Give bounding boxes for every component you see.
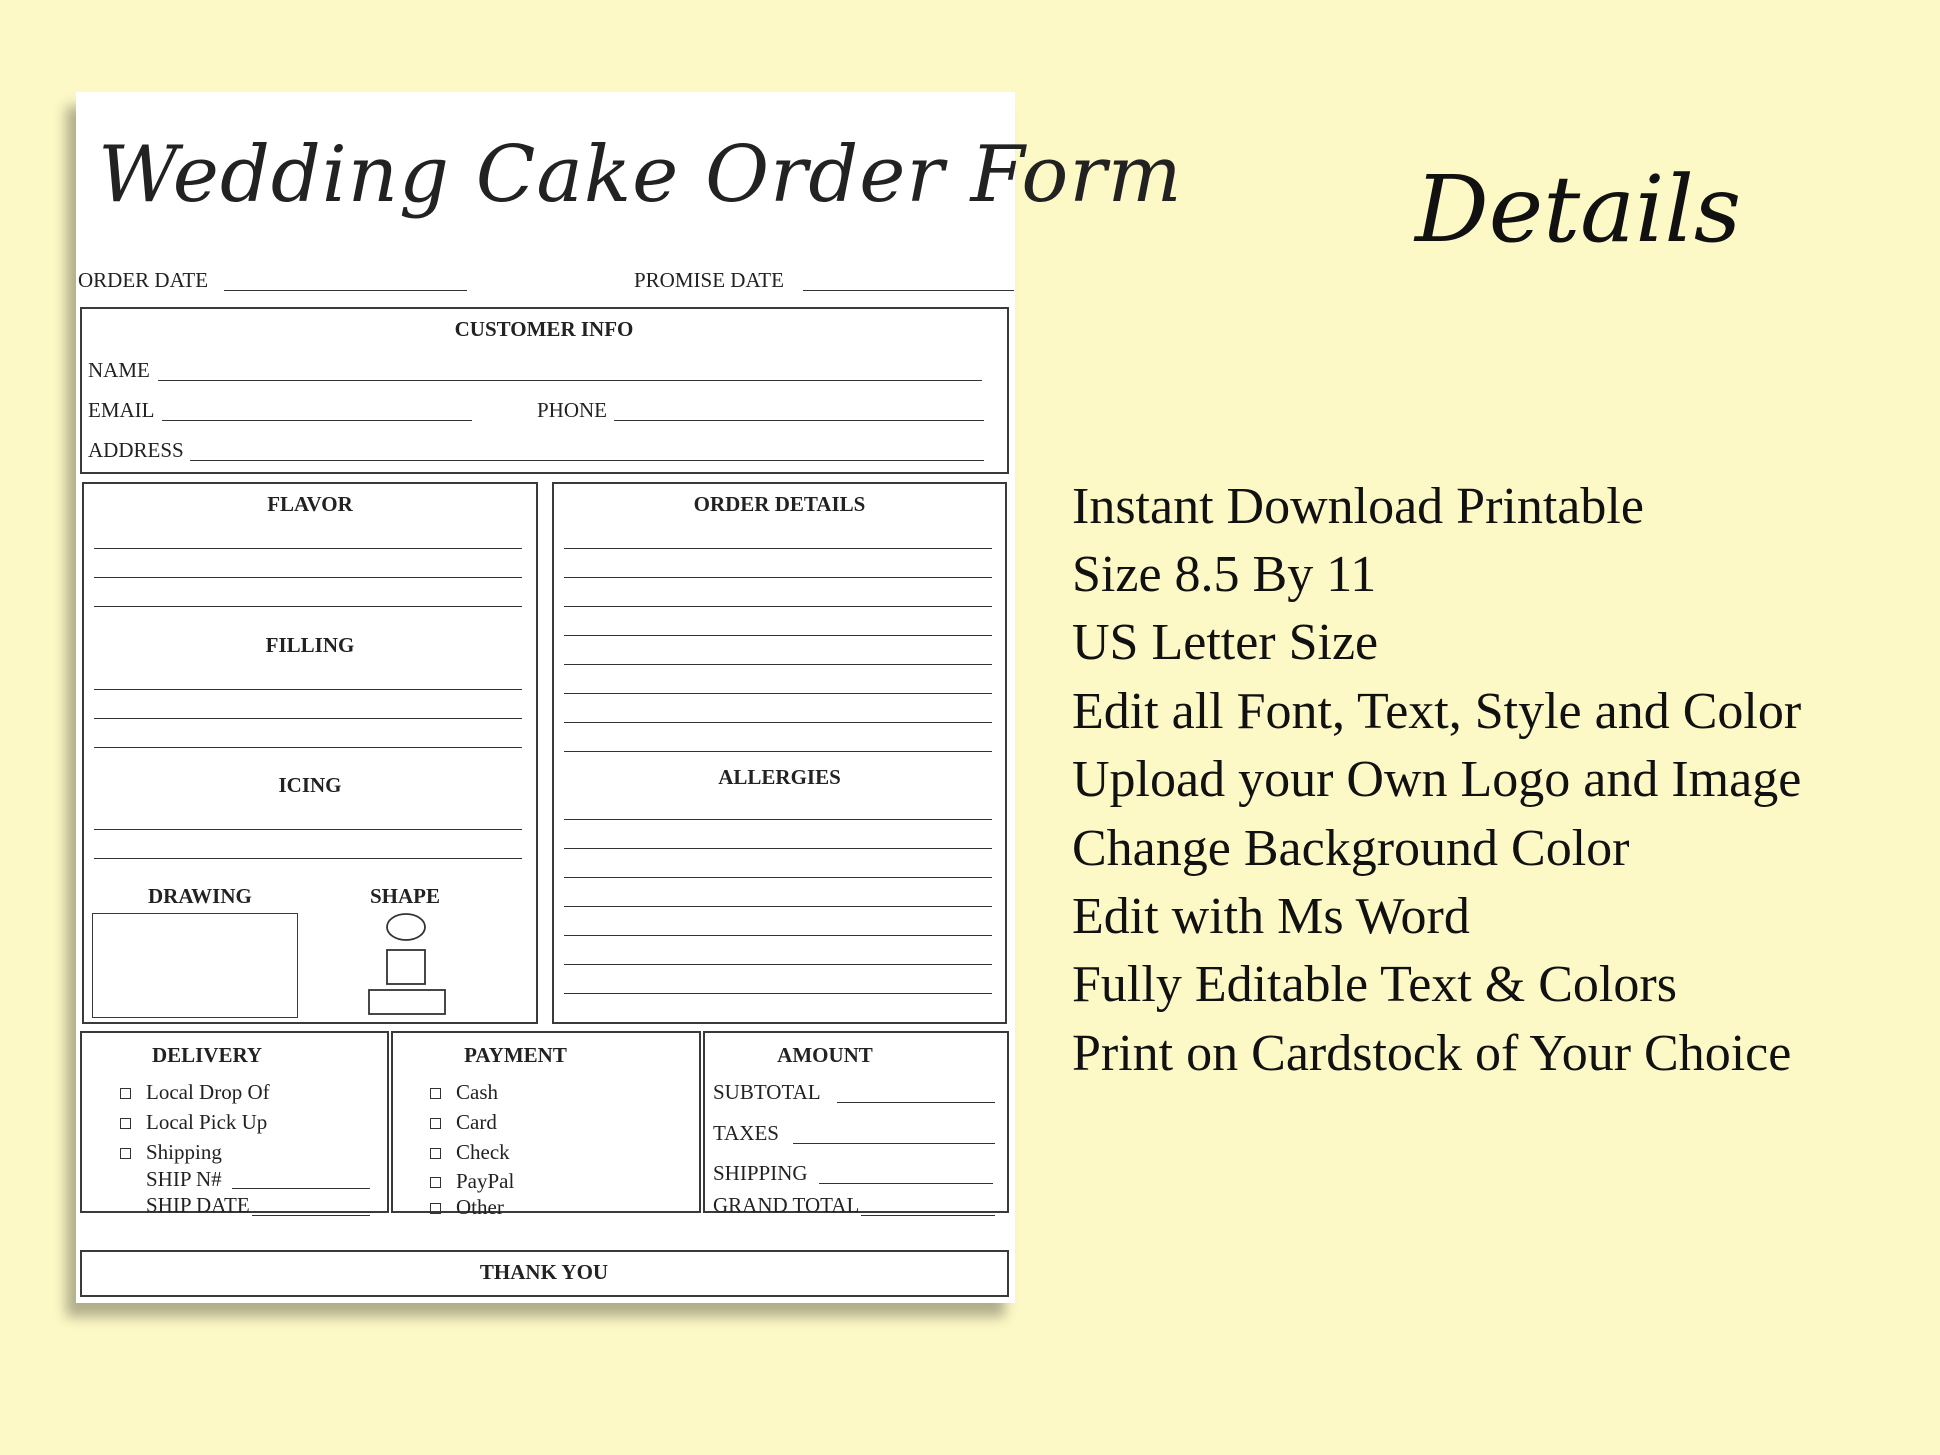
order-details-line bbox=[564, 635, 992, 636]
payment-option: Check bbox=[456, 1140, 510, 1164]
allergies-line bbox=[564, 964, 992, 965]
icing-line bbox=[94, 829, 522, 830]
ship-date-label: SHIP DATE bbox=[146, 1193, 250, 1217]
delivery-heading: DELIVERY bbox=[151, 1043, 263, 1067]
payment-option: Card bbox=[456, 1110, 497, 1134]
order-details-line bbox=[564, 548, 992, 549]
feature-item: US Letter Size bbox=[1072, 614, 1379, 671]
order-details-line bbox=[564, 722, 992, 723]
ship-date-line bbox=[252, 1215, 370, 1216]
allergies-line bbox=[564, 935, 992, 936]
name-line bbox=[158, 380, 982, 381]
order-details-line bbox=[564, 606, 992, 607]
email-line bbox=[162, 420, 472, 421]
order-details-line bbox=[564, 664, 992, 665]
payment-option: Cash bbox=[456, 1080, 498, 1104]
delivery-option: Local Pick Up bbox=[146, 1110, 268, 1134]
feature-item: Edit with Ms Word bbox=[1072, 888, 1470, 945]
details-title: Details bbox=[1415, 156, 1742, 263]
phone-label: PHONE bbox=[537, 398, 608, 422]
payment-option: Other bbox=[456, 1195, 504, 1219]
payment-checkbox[interactable] bbox=[430, 1177, 441, 1188]
payment-checkbox[interactable] bbox=[430, 1088, 441, 1099]
thank-you-box bbox=[80, 1250, 1009, 1297]
ship-number-label: SHIP N# bbox=[146, 1167, 222, 1191]
payment-checkbox[interactable] bbox=[430, 1148, 441, 1159]
ship-number-line bbox=[232, 1188, 370, 1189]
cake-shape-icon bbox=[366, 912, 452, 1020]
feature-item: Fully Editable Text & Colors bbox=[1072, 956, 1677, 1013]
order-details-box bbox=[552, 482, 1007, 1024]
flavor-heading: FLAVOR bbox=[267, 492, 353, 516]
filling-line bbox=[94, 689, 522, 690]
delivery-checkbox[interactable] bbox=[120, 1088, 131, 1099]
shipping-label: SHIPPING bbox=[713, 1161, 808, 1185]
address-label: ADDRESS bbox=[88, 438, 184, 462]
flavor-line bbox=[94, 577, 522, 578]
order-details-line bbox=[564, 751, 992, 752]
phone-line bbox=[614, 420, 984, 421]
shape-heading: SHAPE bbox=[370, 884, 441, 908]
order-details-line bbox=[564, 577, 992, 578]
grand-total-line bbox=[861, 1215, 995, 1216]
drawing-heading: DRAWING bbox=[148, 884, 252, 908]
drawing-box bbox=[92, 913, 298, 1018]
payment-box bbox=[391, 1031, 701, 1219]
customer-info-heading: CUSTOMER INFO bbox=[454, 317, 634, 341]
payment-checkbox[interactable] bbox=[430, 1118, 441, 1129]
allergies-line bbox=[564, 819, 992, 820]
feature-item: Size 8.5 By 11 bbox=[1072, 546, 1377, 603]
delivery-box bbox=[80, 1031, 389, 1217]
payment-heading: PAYMENT bbox=[464, 1043, 567, 1067]
payment-option: PayPal bbox=[456, 1169, 515, 1193]
amount-heading: AMOUNT bbox=[777, 1043, 873, 1067]
customer-info-box bbox=[80, 307, 1009, 474]
address-line bbox=[190, 460, 984, 461]
promise-date-label: PROMISE DATE bbox=[634, 268, 784, 292]
form-title: Wedding Cake Order Form bbox=[98, 130, 1183, 220]
amount-box bbox=[703, 1031, 1009, 1217]
order-date-line bbox=[224, 290, 467, 291]
delivery-checkbox[interactable] bbox=[120, 1148, 131, 1159]
filling-line bbox=[94, 747, 522, 748]
thank-you-text: THANK YOU bbox=[479, 1260, 609, 1284]
taxes-line bbox=[793, 1143, 995, 1144]
grand-total-label: GRAND TOTAL bbox=[713, 1193, 860, 1217]
order-details-heading: ORDER DETAILS bbox=[693, 492, 866, 516]
payment-checkbox[interactable] bbox=[430, 1203, 441, 1214]
subtotal-label: SUBTOTAL bbox=[713, 1080, 821, 1104]
allergies-line bbox=[564, 906, 992, 907]
filling-line bbox=[94, 718, 522, 719]
order-date-label: ORDER DATE bbox=[78, 268, 209, 292]
allergies-line bbox=[564, 877, 992, 878]
name-label: NAME bbox=[88, 358, 150, 382]
allergies-line bbox=[564, 848, 992, 849]
email-label: EMAIL bbox=[88, 398, 155, 422]
subtotal-line bbox=[837, 1102, 995, 1103]
shipping-line bbox=[819, 1183, 993, 1184]
feature-item: Print on Cardstock of Your Choice bbox=[1072, 1025, 1792, 1082]
allergies-heading: ALLERGIES bbox=[718, 765, 841, 789]
delivery-option: Local Drop Of bbox=[146, 1080, 270, 1104]
taxes-label: TAXES bbox=[713, 1121, 779, 1145]
feature-item: Upload your Own Logo and Image bbox=[1072, 751, 1802, 808]
delivery-checkbox[interactable] bbox=[120, 1118, 131, 1129]
flavor-line bbox=[94, 548, 522, 549]
feature-item: Instant Download Printable bbox=[1072, 478, 1644, 535]
feature-item: Edit all Font, Text, Style and Color bbox=[1072, 683, 1802, 740]
allergies-line bbox=[564, 993, 992, 994]
delivery-option: Shipping bbox=[146, 1140, 222, 1164]
feature-item: Change Background Color bbox=[1072, 820, 1630, 877]
cake-spec-box bbox=[82, 482, 538, 1024]
order-details-line bbox=[564, 693, 992, 694]
flavor-line bbox=[94, 606, 522, 607]
promise-date-line bbox=[803, 290, 1014, 291]
icing-heading: ICING bbox=[278, 773, 342, 797]
icing-line bbox=[94, 858, 522, 859]
order-form-sheet bbox=[76, 92, 1183, 1303]
filling-heading: FILLING bbox=[265, 633, 355, 657]
